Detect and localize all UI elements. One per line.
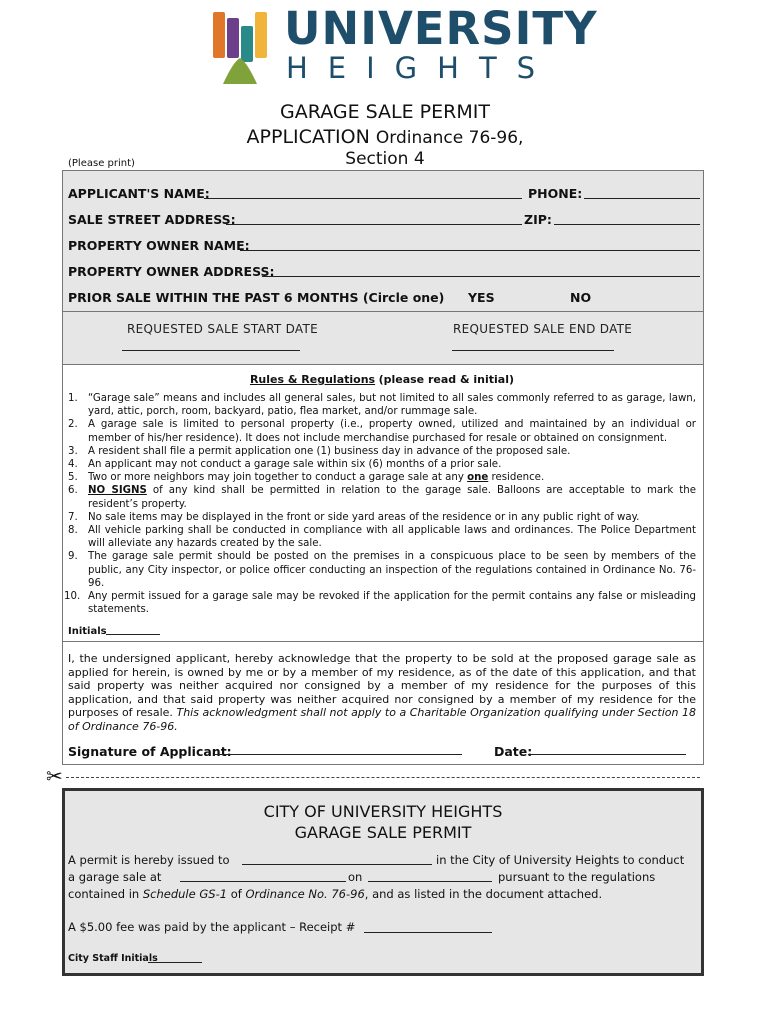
end-date-label: REQUESTED SALE END DATE (453, 322, 633, 336)
signature-field[interactable] (214, 754, 462, 755)
permit-contained-line: contained in Schedule GS-1 of Ordinance No. 76-96, and as listed in the document attached. (68, 887, 603, 901)
list-item: 7. No sale items may be displayed in the front or side yard areas of the residence or in any public right of way. (68, 511, 640, 523)
city-staff-initials-field[interactable] (148, 962, 202, 963)
permit-sale-address-field[interactable] (180, 881, 346, 882)
permit-fee-label: A $5.00 fee was paid by the applicant – Receipt # (68, 920, 356, 934)
form-section: Section 4 (345, 149, 425, 169)
cut-line (66, 777, 700, 778)
rules-heading-note: (please read & initial) (378, 373, 515, 386)
permit-schedule: Schedule GS-1 (142, 887, 228, 901)
list-item: 8. All vehicle parking shall be conducted in compliance with all applicable laws and ordinances. The Police Department will alleviate any hazards created by the sale. (68, 525, 696, 550)
university-heights-logo-icon (213, 12, 271, 84)
permit-city-text: in the City of University Heights to conduct (436, 853, 685, 867)
list-item: 6. NO SIGNS of any kind shall be permitted in relation to the garage sale. Balloons are acceptable to mark the resident’s property. (68, 485, 696, 510)
date-label: Date: (494, 744, 533, 759)
logo-wordmark-university: UNIVERSITY (284, 2, 598, 55)
logo-bar-teal (241, 26, 253, 62)
acknowledgment-exception: This acknowledgment shall not apply to a Charitable Organization qualifying under Section 18 of Ordinance 76-96. (68, 706, 697, 733)
rules-heading (64, 373, 700, 386)
date-field[interactable] (528, 754, 686, 755)
logo-bar-yellow (255, 12, 267, 58)
list-item: 2. A garage sale is limited to personal property (i.e., property owned, utilized and maintained by an individual or member of his/her residence). It does not include merchandise purchased for resale or obtained on consignment. (68, 419, 696, 444)
list-item: 9. The garage sale permit should be posted on the premises in a conspicuous place to be seen by members of the public, any City inspector, or police officer conducting an inspection of the regulations contained in Ordinance No. 76-96. (68, 551, 696, 589)
form-subtitle-ordinance: Ordinance 76-96, (375, 128, 524, 148)
end-date-field[interactable] (452, 350, 614, 351)
prior-sale-no-option[interactable]: NO (570, 290, 592, 305)
rules-list (64, 392, 696, 616)
list-item: 3. A resident shall file a permit application one (1) business day in advance of the proposed sale. (68, 445, 571, 457)
permit-sale-date-field[interactable] (368, 881, 492, 882)
list-item: 1. “Garage sale” means and includes all general sales, but not limited to all sales commonly referred to as garage, lawn, yard, attic, porch, room, backyard, patio, flea market, and/or rummage sale. (68, 393, 696, 418)
logo-wordmark-heights: HEIGHTS (286, 51, 556, 85)
zip-field[interactable] (554, 224, 700, 225)
permit-title: CITY OF UNIVERSITY HEIGHTS (263, 802, 503, 821)
emphasis-no-signs: NO SIGNS (88, 485, 147, 497)
emphasis-one: one (467, 472, 489, 484)
permit-on-label: on (348, 870, 363, 884)
permit-ordinance: Ordinance No. 76-96 (245, 887, 365, 901)
logo-leaf (223, 58, 257, 84)
permit-issued-to-field[interactable] (242, 864, 432, 865)
requested-dates-panel (62, 311, 704, 365)
permit-sale-at-label: a garage sale at (68, 870, 162, 884)
form-subtitle-main: APPLICATION (246, 126, 370, 148)
property-owner-name-label: PROPERTY OWNER NAME: (68, 238, 250, 253)
initials-field[interactable] (106, 634, 160, 635)
list-item: 4. An applicant may not conduct a garage sale within six (6) months of a prior sale. (68, 459, 502, 471)
permit-issued-to-label: A permit is hereby issued to (68, 853, 230, 867)
form-subtitle (130, 125, 640, 150)
phone-field[interactable] (584, 198, 700, 199)
start-date-label: REQUESTED SALE START DATE (127, 322, 318, 336)
form-title: GARAGE SALE PERMIT (280, 101, 490, 123)
logo-bar-orange (213, 12, 225, 58)
zip-label: ZIP: (524, 212, 552, 227)
logo-bar-purple (227, 18, 239, 58)
prior-sale-label: PRIOR SALE WITHIN THE PAST 6 MONTHS (Circle one) (68, 290, 445, 305)
property-owner-address-label: PROPERTY OWNER ADDRESS: (68, 264, 275, 279)
permit-pursuant-text: pursuant to the regulations (498, 870, 656, 884)
phone-label: PHONE: (528, 186, 583, 201)
applicant-name-field[interactable] (204, 198, 522, 199)
please-print-note: (Please print) (68, 158, 135, 169)
signature-label: Signature of Applicant: (68, 744, 232, 759)
city-staff-initials-label: City Staff Initials (68, 953, 158, 964)
sale-street-address-label: SALE STREET ADDRESS: (68, 212, 236, 227)
start-date-field[interactable] (122, 350, 300, 351)
permit-subtitle: GARAGE SALE PERMIT (294, 823, 472, 842)
acknowledgment-text: I, the undersigned applicant, hereby acknowledge that the property to be sold at the proposed garage sale as applied for herein, is owned by me or by a member of my residence, as of the date of this application, and that said property was neither acquired nor consigned by a member of my residence for the purposes of this application, and that said property was neither acquired nor consigned by a member of my residence for the purposes of resale. This acknowledgment shall not apply to a Charitable Organization qualifying under Section 18 of Ordinance 76-96. (68, 652, 697, 733)
applicant-name-label: APPLICANT'S NAME: (68, 186, 210, 201)
rules-heading-title: Rules & Regulations (249, 373, 376, 386)
prior-sale-yes-option[interactable]: YES (468, 290, 495, 305)
scissors-icon: ✂ (46, 764, 63, 788)
sale-street-address-field[interactable] (226, 224, 522, 225)
receipt-number-field[interactable] (364, 932, 492, 933)
initials-label: Initials (68, 626, 107, 637)
property-owner-name-field[interactable] (240, 250, 700, 251)
list-item: 10. Any permit issued for a garage sale may be revoked if the application for the permit contains any false or misleading statements. (64, 591, 696, 616)
list-item: 5. Two or more neighbors may join together to conduct a garage sale at any one residence. (68, 472, 545, 484)
property-owner-address-field[interactable] (262, 276, 700, 277)
